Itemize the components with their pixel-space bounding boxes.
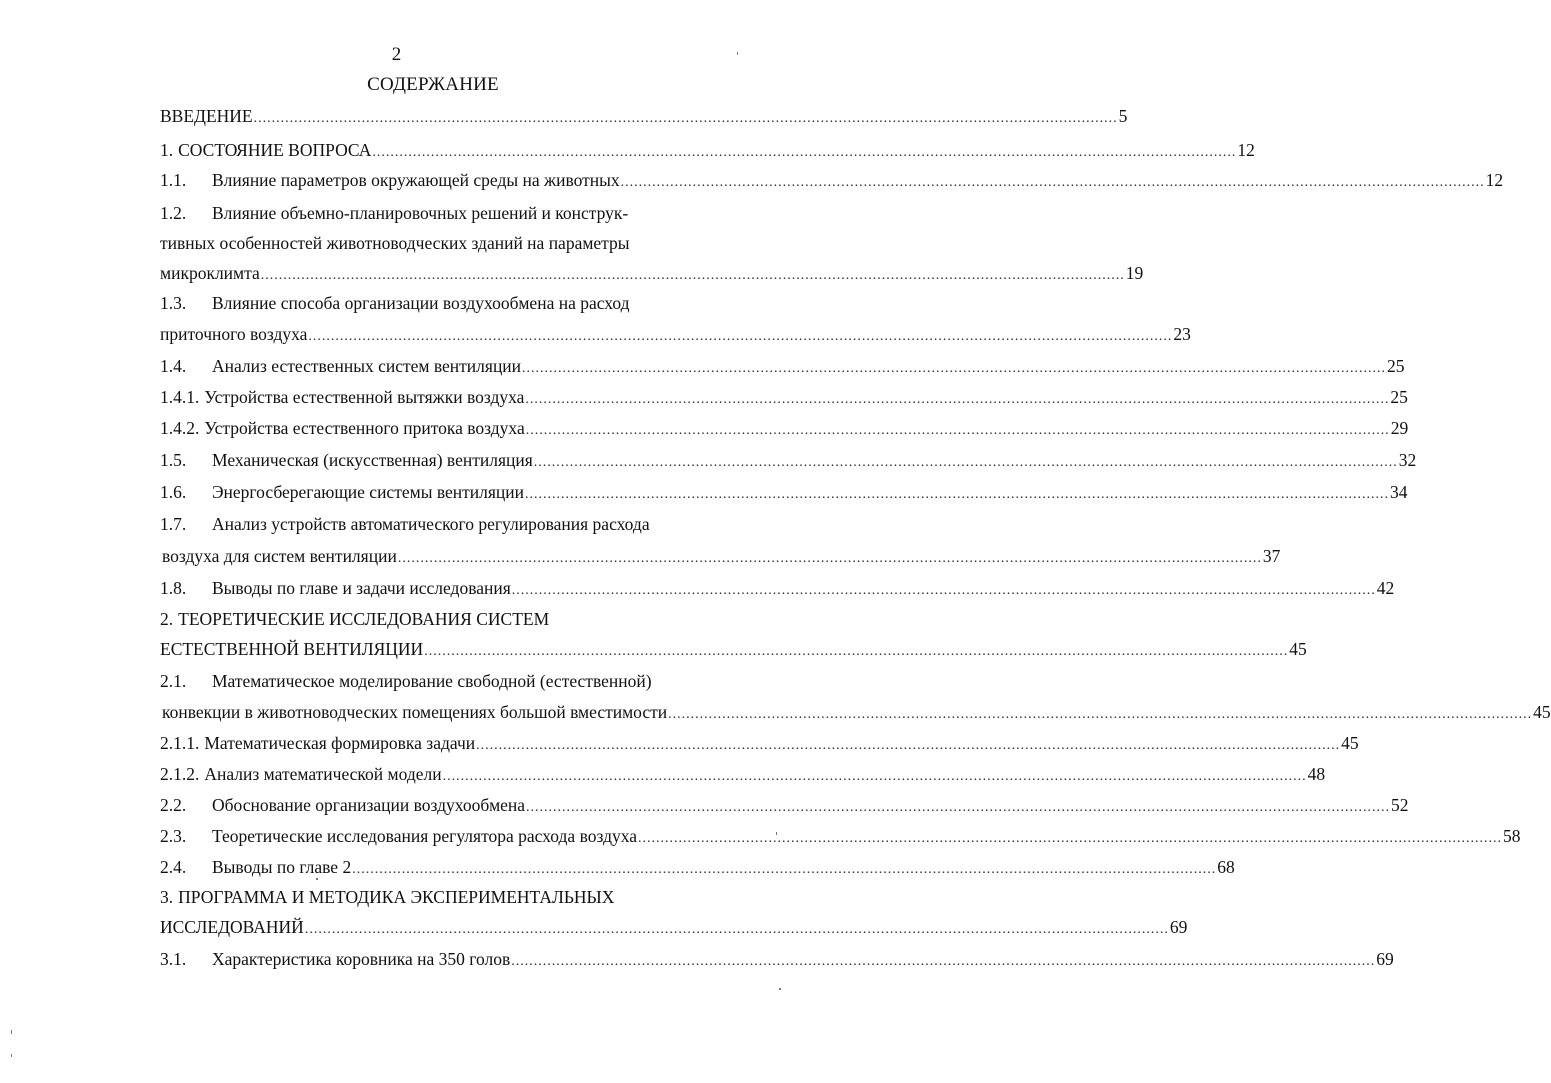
toc-entry-number: 2. — [160, 609, 174, 629]
dot-leader — [398, 545, 1262, 573]
toc-entry-title: Выводы по главе 2 — [212, 857, 352, 877]
toc-entry-continuation — [160, 320, 1191, 348]
dot-leader — [522, 355, 1386, 383]
page-number: 2 — [391, 44, 402, 65]
scan-speck — [316, 878, 318, 880]
toc-entry-title: приточного воздуха — [160, 324, 308, 344]
toc-entry-title: Математическая формировка задачи — [204, 733, 476, 753]
toc-entry-number: 3. — [160, 887, 174, 907]
toc-entry — [160, 510, 760, 538]
scan-speck — [737, 52, 738, 55]
toc-entry-number: 1.4.1. — [160, 387, 200, 407]
toc-entry-page: 29 — [1390, 418, 1409, 438]
toc-entry-title: ЕСТЕСТВЕННОЙ ВЕНТИЛЯЦИИ — [160, 639, 424, 659]
toc-entry-continuation — [160, 913, 1188, 941]
toc-entry — [160, 760, 1326, 788]
dot-leader — [621, 169, 1485, 197]
dot-leader — [261, 262, 1125, 290]
dot-leader — [525, 481, 1389, 509]
dot-leader — [638, 825, 1502, 853]
toc-entry-title: ТЕОРЕТИЧЕСКИЕ ИССЛЕДОВАНИЯ СИСТЕМ — [178, 609, 550, 629]
toc-entry-continuation — [160, 229, 760, 257]
toc-entry — [160, 352, 1405, 380]
toc-entry-page: 52 — [1391, 795, 1409, 815]
dot-leader — [476, 732, 1340, 760]
dot-leader — [352, 856, 1216, 884]
toc-entry-title: Механическая (искусственная) вентиляция — [212, 450, 533, 470]
scan-speck — [779, 988, 781, 990]
toc-entry-page: 37 — [1262, 546, 1281, 566]
toc-entry — [160, 383, 1408, 411]
toc-entry-number: 1.6. — [160, 482, 187, 502]
toc-entry-page: 34 — [1390, 482, 1408, 502]
toc-entry-page: 58 — [1503, 826, 1521, 846]
dot-leader — [511, 948, 1375, 976]
toc-entry-continuation — [160, 259, 1144, 287]
toc-entry-number: 1.7. — [160, 514, 187, 534]
toc-entry — [160, 883, 760, 911]
toc-entry — [160, 853, 1235, 881]
toc-entry-continuation — [162, 542, 1281, 570]
dot-leader — [668, 701, 1532, 729]
toc-entry-title: Устройства естественного притока воздуха — [204, 418, 525, 438]
toc-entry-number: 2.4. — [160, 857, 187, 877]
toc-entry-page: 69 — [1376, 949, 1394, 969]
toc-entry-number: 1.3. — [160, 293, 187, 313]
toc-entry-number: 2.1.1. — [160, 733, 200, 753]
dot-leader — [525, 386, 1389, 414]
toc-entry-number: 1.2. — [160, 203, 187, 223]
toc-entry-number: 1.5. — [160, 450, 187, 470]
toc-entry-title: воздуха для систем вентиляции — [162, 546, 397, 566]
toc-entry — [160, 446, 1417, 474]
toc-entry — [160, 605, 760, 633]
toc-entry — [160, 102, 1128, 130]
toc-entry — [160, 822, 1521, 850]
dot-leader — [443, 763, 1307, 791]
toc-entry — [160, 289, 760, 317]
toc-entry-title: Анализ устройств автоматического регулирования расхода — [212, 514, 650, 534]
toc-entry-title: Влияние способа организации воздухообмена на расход — [212, 293, 630, 313]
toc-entry-number: 1.8. — [160, 578, 187, 598]
toc-entry-title: СОСТОЯНИЕ ВОПРОСА — [178, 140, 372, 160]
toc-entry — [160, 667, 760, 695]
dot-leader — [424, 638, 1288, 666]
toc-entry-title: микроклимта — [160, 263, 260, 283]
toc-entry-continuation — [162, 698, 1551, 726]
toc-entry-title: Анализ естественных систем вентиляции — [212, 356, 522, 376]
dot-leader — [526, 794, 1390, 822]
toc-entry-title: ВВЕДЕНИЕ — [160, 106, 253, 126]
page-title: СОДЕРЖАНИЕ — [367, 74, 499, 95]
dot-leader — [526, 417, 1390, 445]
toc-entry-title: ПРОГРАММА И МЕТОДИКА ЭКСПЕРИМЕНТАЛЬНЫХ — [178, 887, 615, 907]
toc-entry-page: 48 — [1307, 764, 1326, 784]
toc-entry-number: 3.1. — [160, 949, 187, 969]
toc-entry-number: 2.2. — [160, 795, 187, 815]
dot-leader — [534, 449, 1398, 477]
toc-entry-page: 12 — [1485, 170, 1504, 190]
dot-leader — [308, 323, 1172, 351]
toc-entry-page: 45 — [1289, 639, 1307, 659]
toc-entry-title: Влияние объемно-планировочных решений и конструк- — [212, 203, 629, 223]
toc-entry-page: 5 — [1118, 106, 1128, 126]
toc-entry-page: 69 — [1169, 917, 1188, 937]
toc-entry-number: 1. — [160, 140, 174, 160]
scan-speck — [776, 832, 777, 835]
toc-entry — [160, 791, 1409, 819]
toc-entry-number: 2.1. — [160, 671, 187, 691]
toc-entry-title: Характеристика коровника на 350 голов — [212, 949, 511, 969]
toc-entry-title: Теоретические исследования регулятора расхода воздуха — [212, 826, 638, 846]
toc-entry — [160, 574, 1395, 602]
dot-leader — [372, 139, 1236, 167]
toc-entry-page: 68 — [1217, 857, 1235, 877]
toc-entry-title: Обоснование организации воздухообмена — [212, 795, 526, 815]
toc-entry-continuation — [160, 635, 1307, 663]
toc-entry — [160, 414, 1409, 442]
toc-entry-title: ИССЛЕДОВАНИЙ — [160, 917, 304, 937]
toc-entry-title: конвекции в животноводческих помещениях большой вместимости — [162, 702, 668, 722]
toc-entry-page: 23 — [1173, 324, 1191, 344]
dot-leader — [512, 577, 1376, 605]
toc-entry-title: Влияние параметров окружающей среды на животных — [212, 170, 620, 190]
toc-entry — [160, 478, 1408, 506]
scan-speck — [11, 1054, 12, 1057]
toc-entry-number: 2.3. — [160, 826, 187, 846]
toc-entry — [160, 199, 760, 227]
toc-entry-page: 45 — [1533, 702, 1551, 722]
toc-entry — [160, 729, 1359, 757]
toc-entry-page: 19 — [1125, 263, 1144, 283]
toc-entry-number: 1.1. — [160, 170, 187, 190]
toc-entry-number: 2.1.2. — [160, 764, 200, 784]
toc-entry-title: Выводы по главе и задачи исследования — [212, 578, 511, 598]
toc-entry-title: Устройства естественной вытяжки воздуха — [204, 387, 525, 407]
toc-entry-title: тивных особенностей животноводческих зданий на параметры — [160, 233, 630, 253]
toc-entry-page: 12 — [1237, 140, 1255, 160]
toc-entry-number: 1.4.2. — [160, 418, 200, 438]
scan-speck — [11, 1030, 12, 1034]
toc-entry-title: Анализ математической модели — [204, 764, 442, 784]
toc-entry-page: 25 — [1390, 387, 1408, 407]
toc-entry — [160, 945, 1394, 973]
toc-entry — [160, 166, 1504, 194]
toc-entry-page: 32 — [1398, 450, 1417, 470]
toc-entry — [160, 136, 1255, 164]
toc-entry-page: 25 — [1387, 356, 1405, 376]
dot-leader — [254, 105, 1118, 133]
toc-entry-page: 45 — [1341, 733, 1359, 753]
dot-leader — [305, 916, 1169, 944]
toc-entry-title: Математическое моделирование свободной (естественной) — [212, 671, 652, 691]
toc-entry-page: 42 — [1376, 578, 1395, 598]
toc-entry-title: Энергосберегающие системы вентиляции — [212, 482, 525, 502]
toc-entry-number: 1.4. — [160, 356, 187, 376]
